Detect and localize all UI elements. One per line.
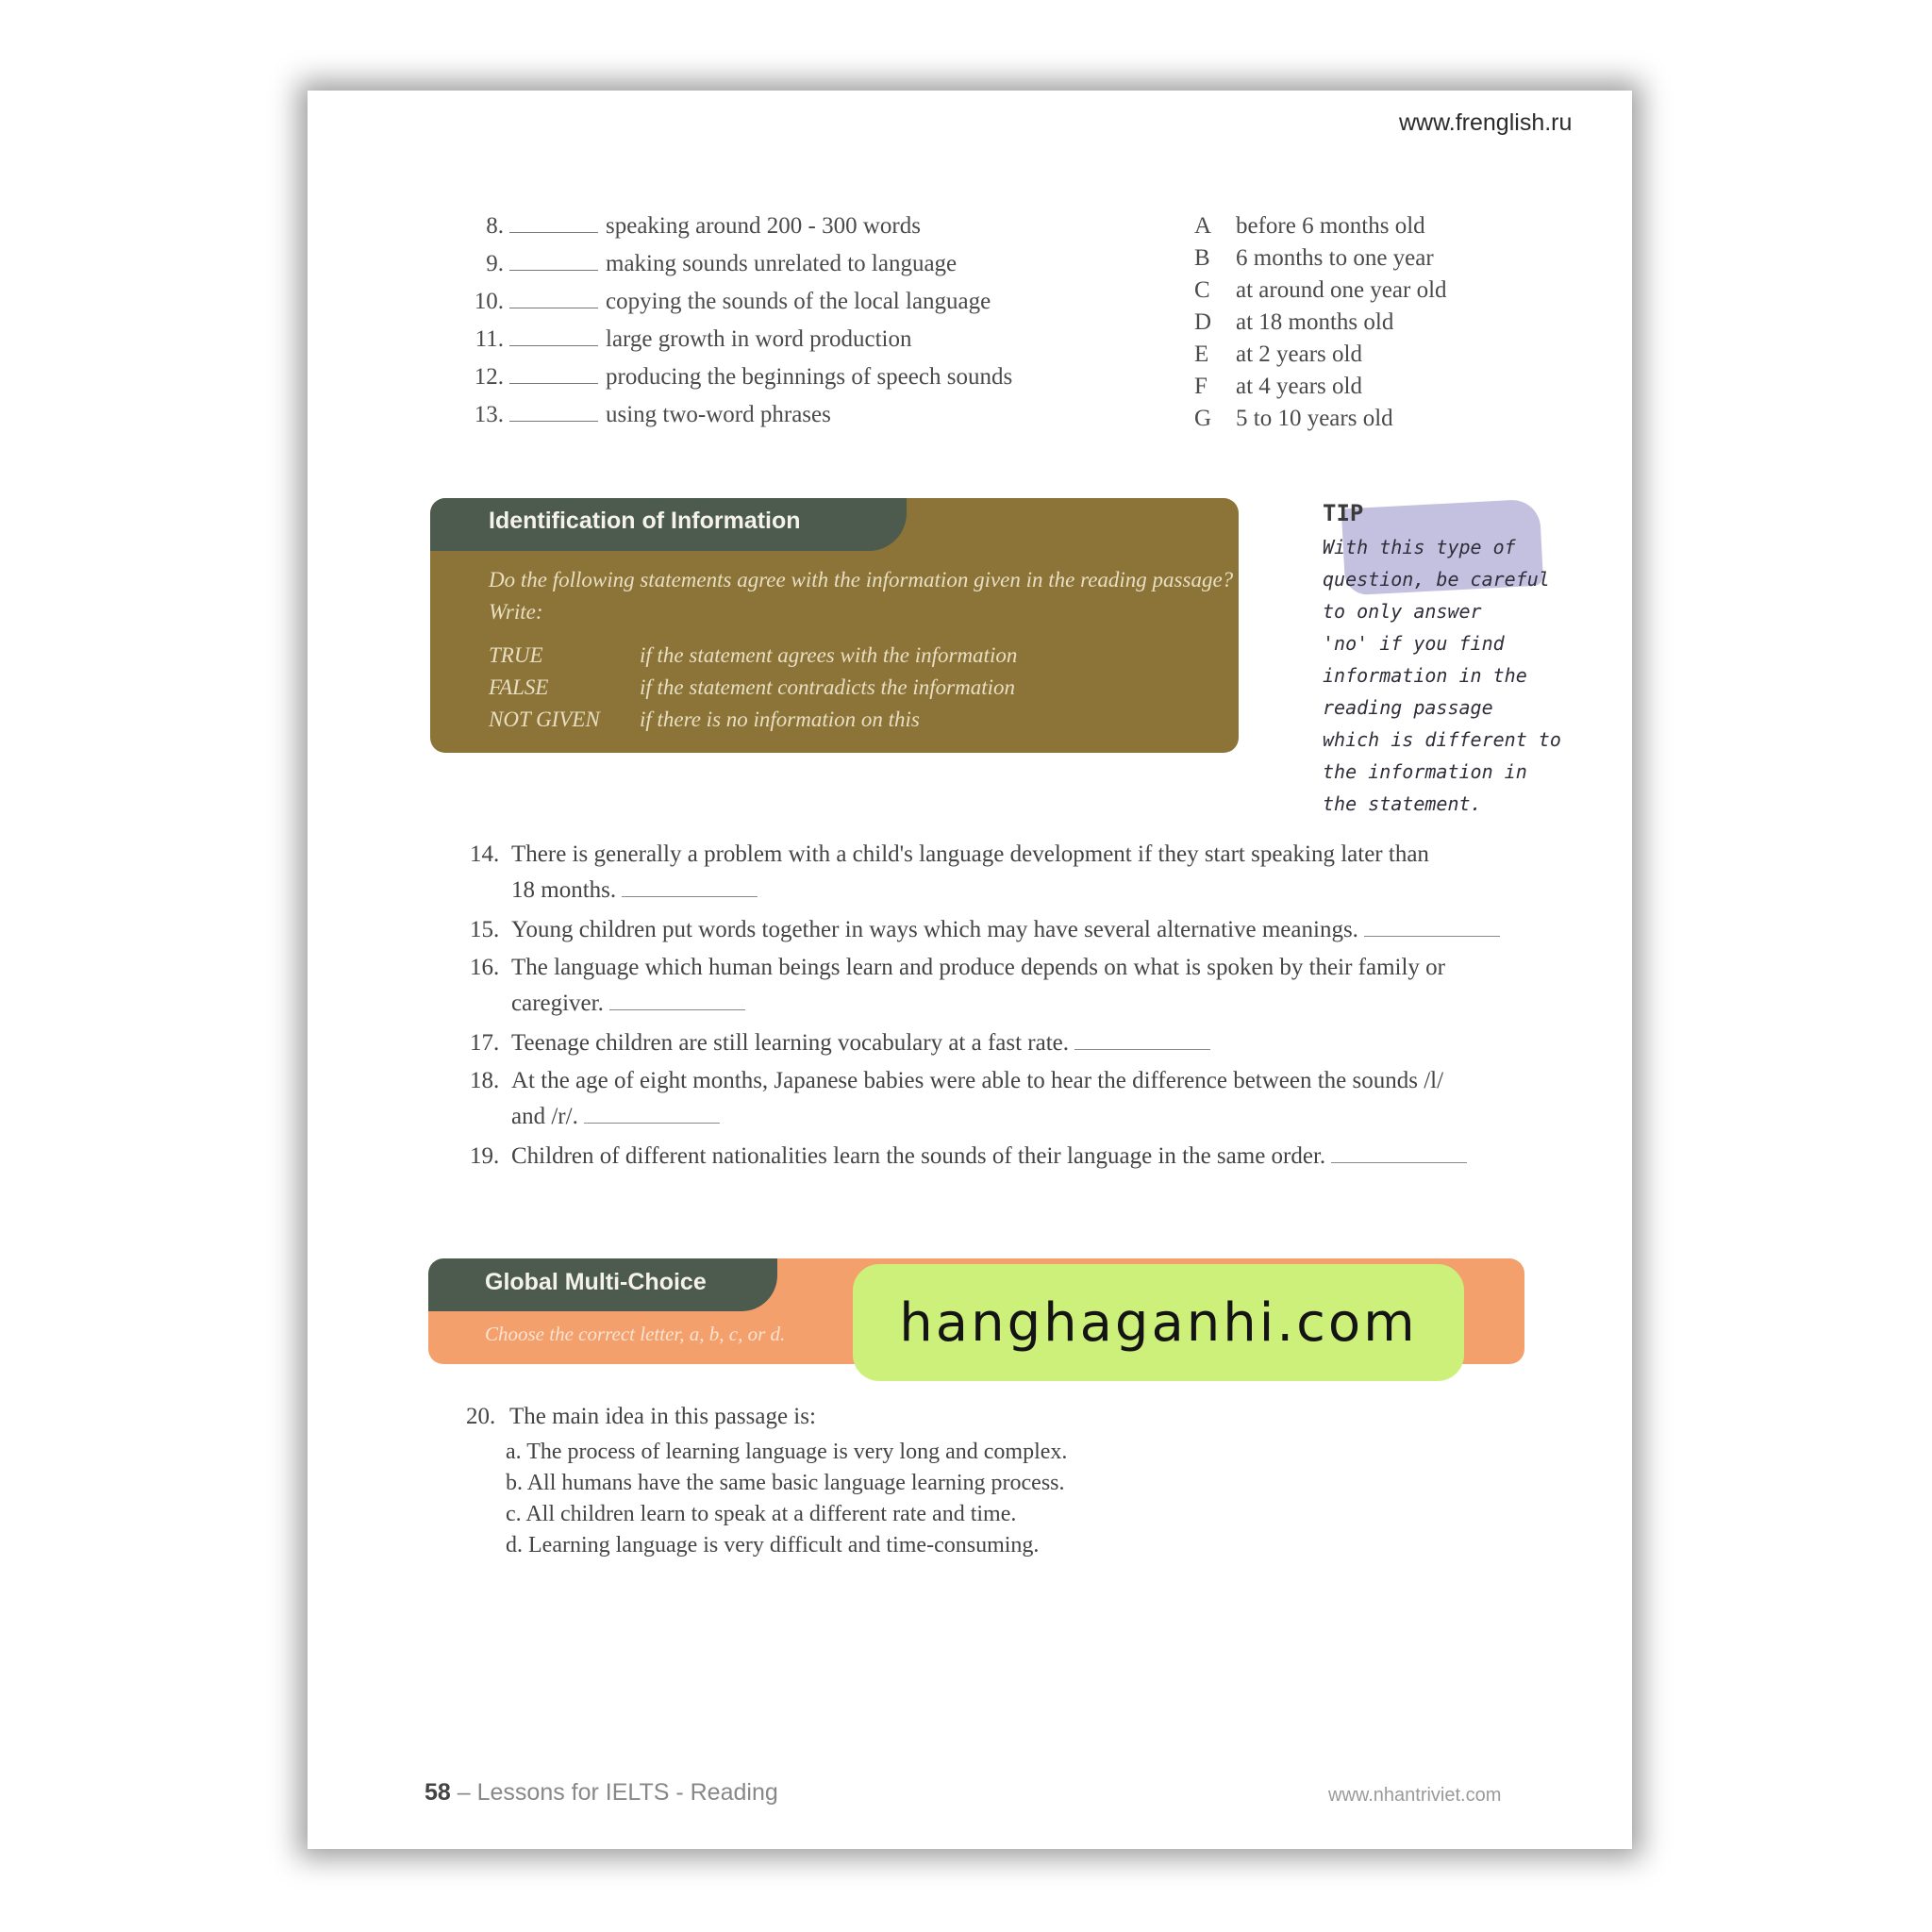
statement-number: 16. (470, 955, 500, 980)
tip-text-line: which is different to (1323, 728, 1561, 751)
question-number: 20. (466, 1404, 496, 1429)
answer-key: NOT GIVEN (489, 708, 600, 731)
matching-item: 12. producing the beginnings of speech sounds (474, 364, 1013, 390)
statement-text-cont: and /r/. (511, 1104, 720, 1130)
answer-blank[interactable] (622, 895, 758, 897)
tip-text-line: information in the (1323, 664, 1527, 687)
answer-blank[interactable] (509, 307, 598, 308)
instruction-text: Choose the correct letter, a, b, c, or d. (485, 1323, 786, 1345)
watermark-banner: hanghaganhi.com (853, 1264, 1464, 1381)
answer-blank[interactable] (509, 344, 598, 346)
statement-text-cont: caregiver. (511, 991, 745, 1017)
option-item: A before 6 months old (1194, 213, 1425, 239)
matching-item: 11. large growth in word production (475, 326, 912, 352)
choice-option[interactable]: d. Learning language is very difficult and time-consuming. (506, 1533, 1040, 1557)
answer-meaning: if the statement contradicts the information (640, 675, 1015, 699)
answer-meaning: if there is no information on this (640, 708, 920, 731)
option-item: C at around one year old (1194, 277, 1447, 303)
answer-blank[interactable] (509, 420, 598, 422)
matching-item: 10. copying the sounds of the local language (474, 289, 991, 314)
statement-text: Children of different nationalities learn the sounds of their language in the same order. (511, 1143, 1467, 1170)
answer-blank[interactable] (1331, 1161, 1467, 1163)
option-item: B 6 months to one year (1194, 245, 1434, 271)
tip-text-line: to only answer (1323, 600, 1482, 623)
answer-blank[interactable] (584, 1122, 720, 1124)
instruction-text: Do the following statements agree with the information given in the reading passage? (489, 568, 1234, 591)
statement-text: The language which human beings learn and produce depends on what is spoken by their family or (511, 955, 1446, 980)
statement-text: Teenage children are still learning vocabulary at a fast rate. (511, 1030, 1210, 1057)
write-label: Write: (489, 600, 543, 624)
statement-text: Young children put words together in ways which may have several alternative meanings. (511, 917, 1500, 943)
matching-item: 13. using two-word phrases (474, 402, 831, 427)
answer-key: TRUE (489, 643, 543, 667)
tip-text-line: 'no' if you find (1323, 632, 1505, 655)
tip-text-line: question, be careful (1323, 568, 1550, 591)
statement-text: At the age of eight months, Japanese babies were able to hear the difference between the sounds /l/ (511, 1068, 1444, 1093)
statement-number: 19. (470, 1143, 500, 1169)
tip-text-line: the statement. (1323, 792, 1482, 815)
question-stem: The main idea in this passage is: (509, 1404, 816, 1429)
answer-blank[interactable] (609, 1008, 745, 1010)
answer-meaning: if the statement agrees with the information (640, 643, 1018, 667)
answer-blank[interactable] (1074, 1048, 1210, 1050)
matching-item: 8. speaking around 200 - 300 words (486, 213, 921, 239)
tip-text-line: With this type of (1323, 536, 1516, 558)
page-footer (425, 1779, 778, 1807)
statement-text: There is generally a problem with a child's language development if they start speaking later than (511, 841, 1429, 867)
statement-number: 14. (470, 841, 500, 867)
option-item: F at 4 years old (1194, 374, 1362, 399)
choice-option[interactable]: a. The process of learning language is very long and complex. (506, 1440, 1068, 1464)
statement-number: 18. (470, 1068, 500, 1093)
tip-title: TIP (1323, 500, 1364, 526)
book-title: – Lessons for IELTS - Reading (450, 1779, 778, 1806)
option-item: G 5 to 10 years old (1194, 406, 1393, 431)
answer-key: FALSE (489, 675, 549, 699)
section-title: Identification of Information (489, 508, 801, 534)
header-url: www.frenglish.ru (1399, 109, 1573, 136)
statement-text-cont: 18 months. (511, 877, 758, 904)
choice-option[interactable]: c. All children learn to speak at a different rate and time. (506, 1502, 1017, 1526)
statement-number: 15. (470, 917, 500, 942)
section-title: Global Multi-Choice (485, 1269, 707, 1295)
answer-blank[interactable] (509, 231, 598, 233)
tip-text-line: reading passage (1323, 696, 1493, 719)
page-number: 58 (425, 1779, 451, 1806)
statement-number: 17. (470, 1030, 500, 1056)
choice-option[interactable]: b. All humans have the same basic language learning process. (506, 1471, 1065, 1495)
answer-blank[interactable] (1364, 935, 1500, 937)
identification-instructions-box (430, 498, 1239, 753)
footer-url: www.nhantriviet.com (1328, 1785, 1502, 1806)
tip-text-line: the information in (1323, 760, 1527, 783)
option-item: D at 18 months old (1194, 309, 1394, 335)
matching-item: 9. making sounds unrelated to language (486, 251, 958, 276)
option-item: E at 2 years old (1194, 341, 1362, 367)
answer-blank[interactable] (509, 269, 598, 271)
book-page (308, 91, 1632, 1849)
answer-blank[interactable] (509, 382, 598, 384)
